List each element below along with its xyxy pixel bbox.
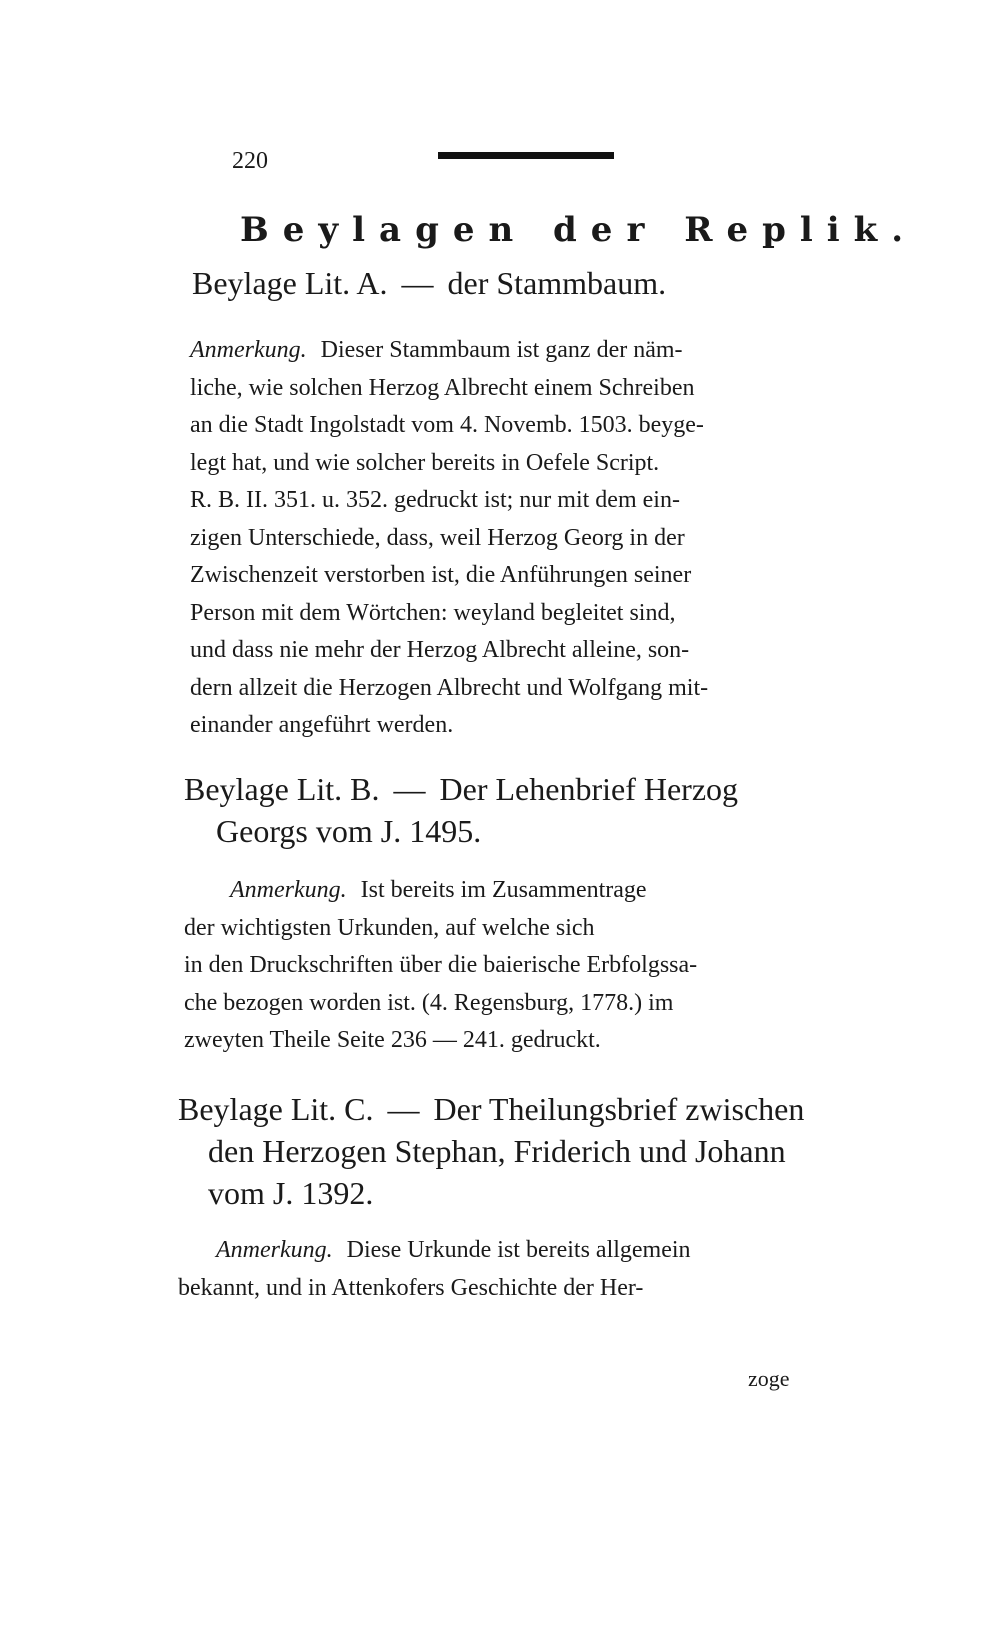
note-line: Person mit dem Wörtchen: weyland begleitet sind,	[190, 599, 676, 626]
note-line: und dass nie mehr der Herzog Albrecht alleine, son-	[190, 637, 690, 663]
note-lit-c	[178, 1232, 818, 1307]
page-number: 220	[232, 148, 268, 174]
heading-label: Beylage Lit. C.	[178, 1091, 374, 1127]
note-lit-a	[190, 332, 830, 745]
note-line: liche, wie solchen Herzog Albrecht einem Schreiben	[190, 374, 695, 401]
heading-subject-cont: vom J. 1392.	[208, 1175, 374, 1211]
note-line: in den Druckschriften über die baierische Erbfolgssa-	[184, 952, 698, 978]
heading-label: Beylage Lit. B.	[184, 771, 380, 807]
note-line: zweyten Theile Seite 236 — 241. gedruckt.	[184, 1027, 601, 1053]
note-line: dern allzeit die Herzogen Albrecht und Wolfgang mit-	[190, 674, 709, 701]
note-line: Dieser Stammbaum ist ganz der näm-	[320, 337, 683, 363]
heading-subject-cont: den Herzogen Stephan, Friderich und Johann	[208, 1133, 786, 1169]
note-label: Anmerkung.	[190, 337, 307, 363]
note-lit-b	[184, 872, 824, 1060]
heading-lit-b	[184, 768, 738, 852]
note-line: an die Stadt Ingolstadt vom 4. Novemb. 1503. beyge-	[190, 412, 704, 438]
note-line: Zwischenzeit verstorben ist, die Anführungen seiner	[190, 562, 692, 588]
note-line: zigen Unterschiede, dass, weil Herzog Georg in der	[190, 524, 685, 551]
note-line: che bezogen worden ist. (4. Regensburg, 1778.) im	[184, 989, 674, 1016]
heading-subject: Der Lehenbrief Herzog	[439, 771, 739, 807]
heading-dash: —	[393, 771, 426, 807]
heading-label: Beylage Lit. A.	[192, 265, 388, 301]
note-line: legt hat, und wie solcher bereits in Oefele Script.	[190, 449, 660, 476]
heading-lit-c	[178, 1088, 804, 1214]
note-line: Diese Urkunde ist bereits allgemein	[346, 1237, 691, 1263]
heading-lit-a	[192, 262, 666, 304]
note-line: R. B. II. 351. u. 352. gedruckt ist; nur mit dem ein-	[190, 487, 680, 513]
heading-subject: Der Theilungsbrief zwischen	[433, 1091, 805, 1127]
note-label: Anmerkung.	[216, 1237, 333, 1263]
heading-subject: der Stammbaum.	[447, 265, 667, 301]
note-line: Ist bereits im Zusammentrage	[360, 877, 647, 903]
heading-dash: —	[387, 1091, 420, 1127]
note-line: der wichtigsten Urkunden, auf welche sich	[184, 914, 595, 941]
running-title: Beylagen der Replik.	[240, 210, 918, 250]
note-line: einander angeführt werden.	[190, 712, 454, 738]
heading-dash: —	[401, 265, 434, 301]
catchword: zoge	[748, 1366, 790, 1391]
header-rule	[438, 152, 614, 159]
heading-subject-cont: Georgs vom J. 1495.	[216, 813, 482, 849]
note-line: bekannt, und in Attenkofers Geschichte der Her-	[178, 1274, 644, 1301]
note-label: Anmerkung.	[230, 877, 347, 903]
